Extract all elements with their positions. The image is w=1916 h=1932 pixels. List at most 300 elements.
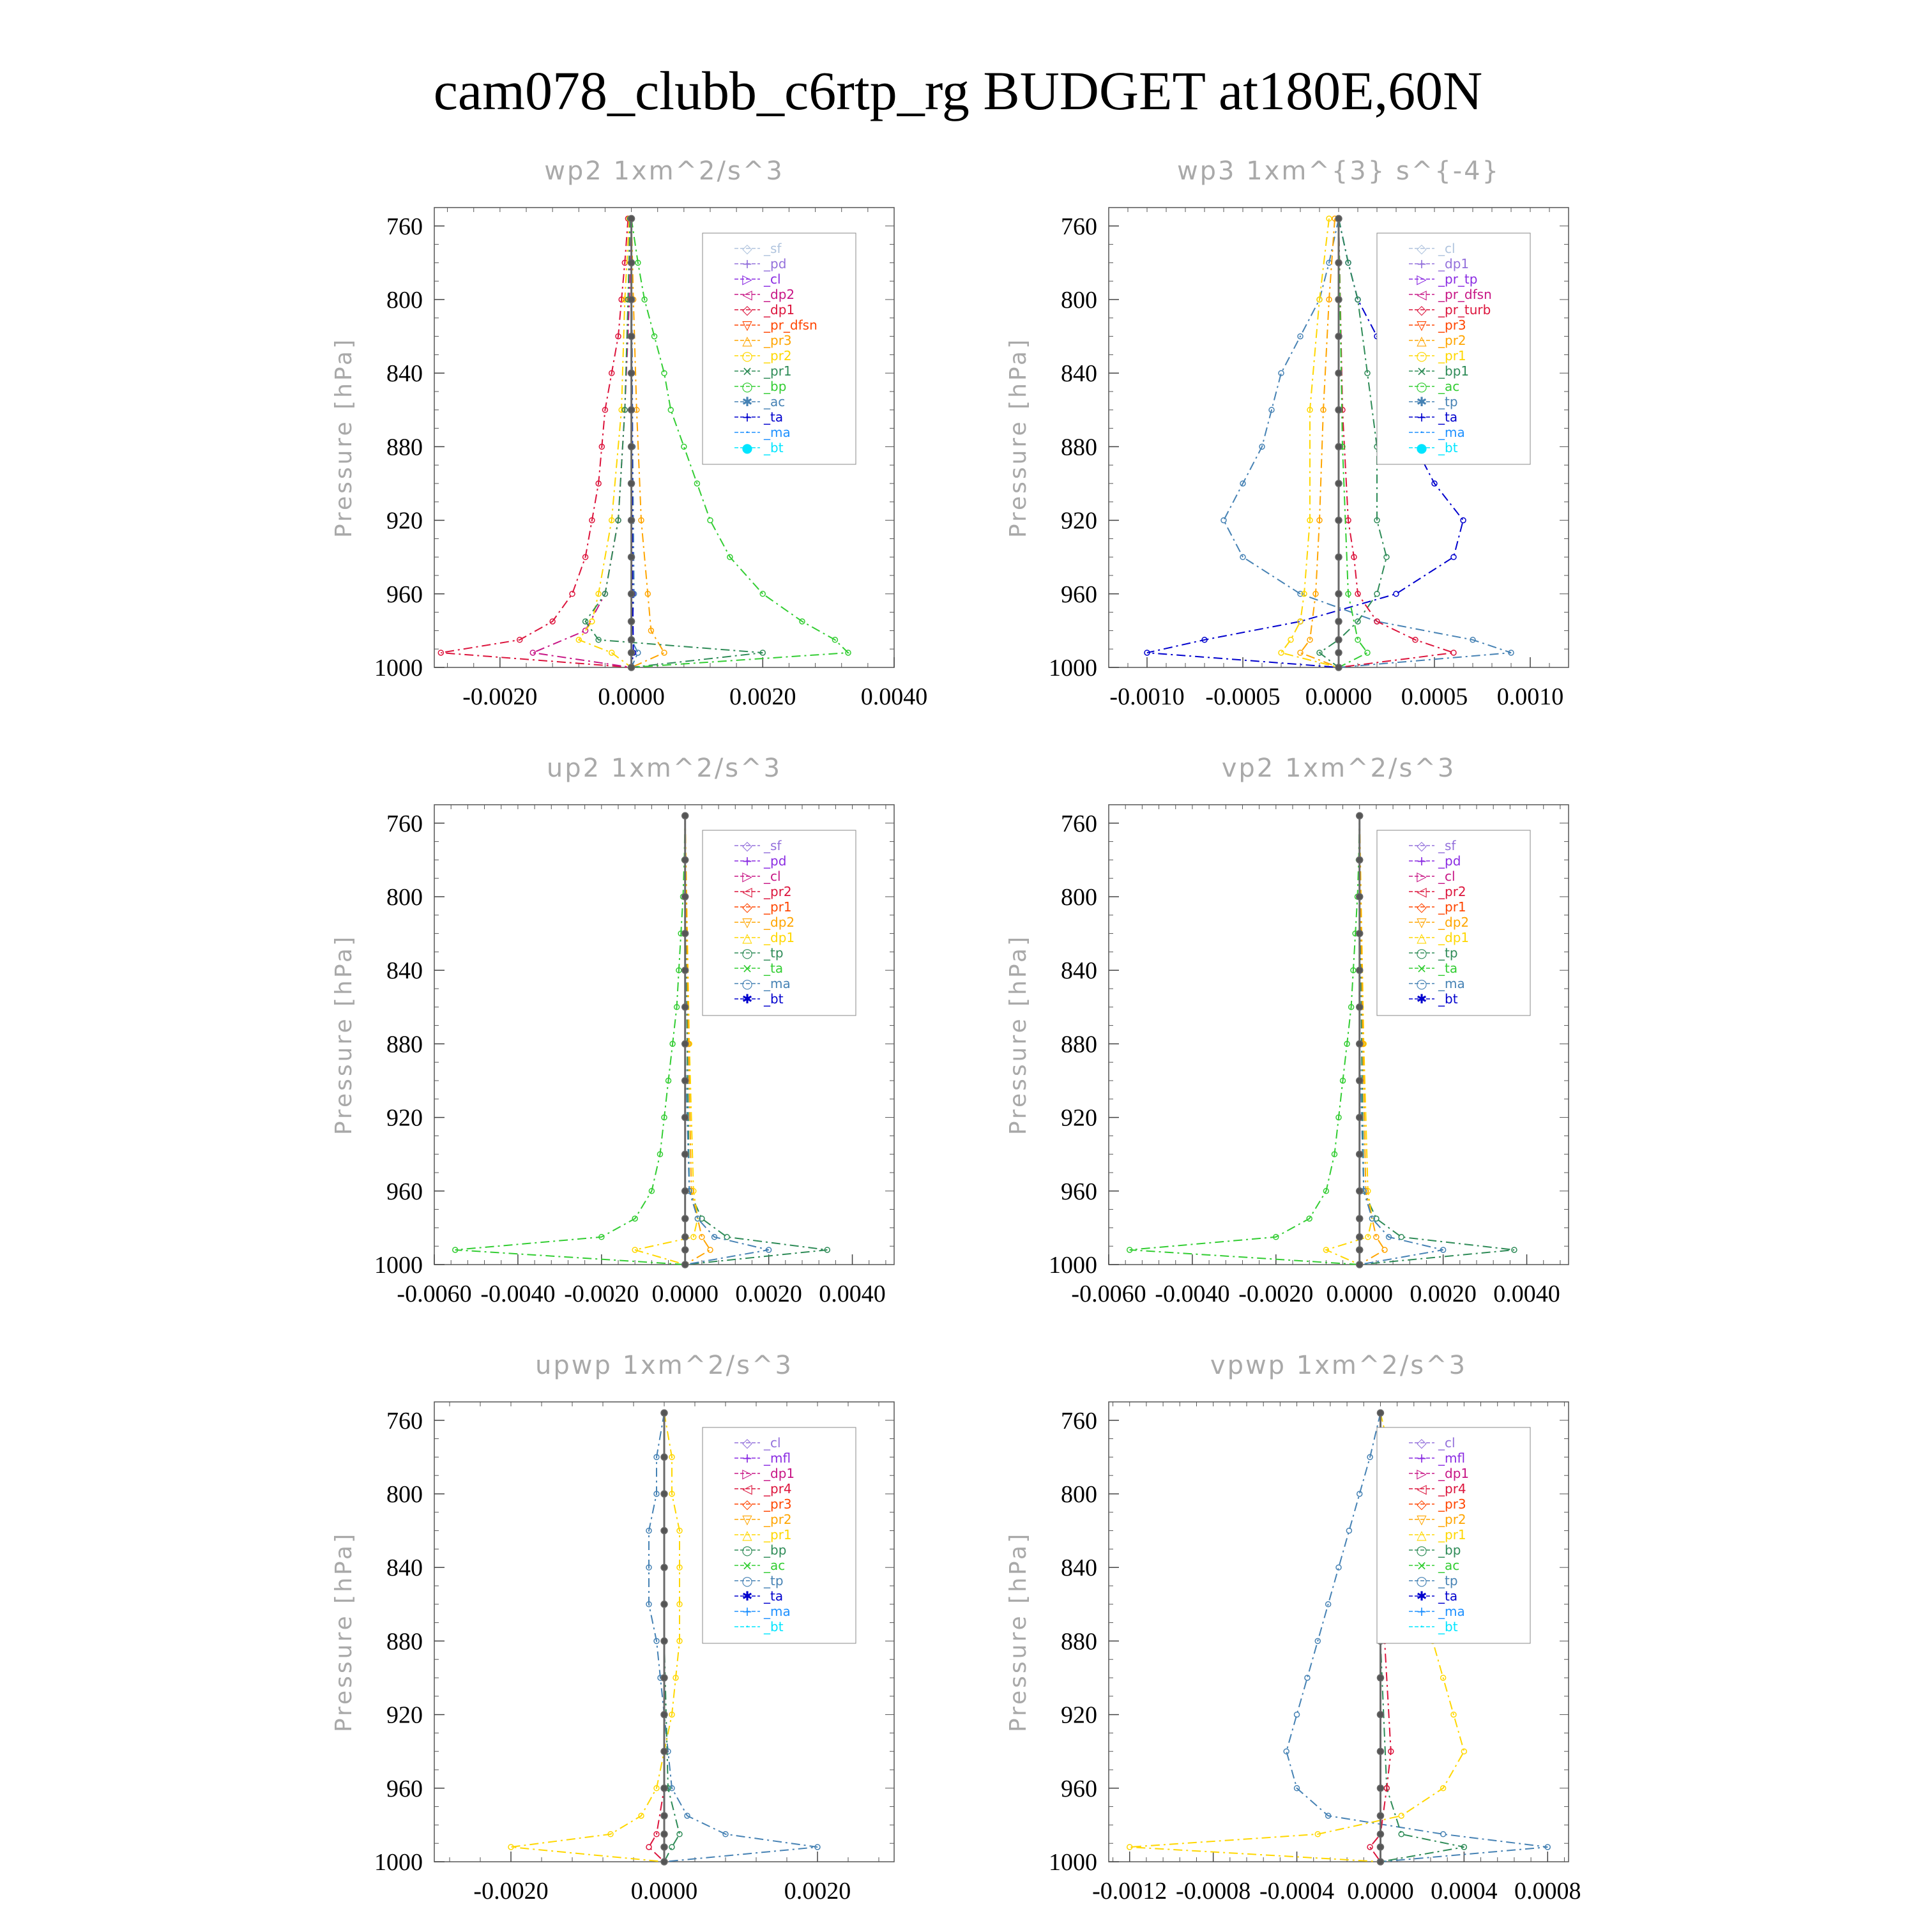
- legend-label: _ac: [1438, 1558, 1460, 1573]
- legend-label: _bp: [1438, 1542, 1461, 1558]
- legend-label: _ac: [764, 394, 786, 409]
- legend-marker-icon: ○: [1416, 1542, 1427, 1558]
- data-point: [661, 1675, 667, 1681]
- legend-label: _dp1: [1438, 256, 1470, 271]
- legend-label: _cl: [764, 1435, 781, 1450]
- data-point: [661, 1601, 667, 1608]
- legend-marker-icon: ·: [745, 1619, 750, 1634]
- x-tick-label: 0.0000: [651, 1281, 718, 1307]
- legend-label: _tp: [764, 945, 784, 961]
- legend-label: _bt: [1438, 440, 1458, 455]
- legend-label: _pr2: [764, 884, 792, 899]
- legend-label: _ta: [764, 409, 784, 425]
- y-tick-label: 920: [386, 1701, 423, 1729]
- legend-marker-icon: ◇: [742, 899, 752, 915]
- legend-marker-icon: ◇: [1417, 302, 1427, 317]
- x-tick-label: 0.0020: [784, 1878, 851, 1905]
- data-point: [628, 333, 635, 340]
- legend-marker-icon: +: [741, 256, 753, 271]
- legend-label: _bt: [764, 440, 784, 455]
- data-point: [1288, 637, 1293, 643]
- panel-up2: [319, 754, 894, 1335]
- data-point: [1335, 517, 1342, 524]
- legend-label: _pr1: [1438, 1527, 1466, 1542]
- data-point: [1335, 664, 1342, 671]
- legend-marker-icon: ▷: [742, 869, 752, 884]
- series-line-dp2: [533, 218, 631, 667]
- data-point: [760, 591, 765, 597]
- x-tick-label: -0.0040: [1155, 1281, 1230, 1307]
- data-point: [1335, 637, 1342, 643]
- legend-marker-icon: ✱: [741, 394, 753, 409]
- legend-label: _pr2: [1438, 1512, 1466, 1527]
- panel-title-wp2: wp2 1xm^2/s^3: [544, 156, 784, 186]
- data-point: [1367, 1845, 1372, 1850]
- panel-title-upwp: upwp 1xm^2/s^3: [535, 1351, 793, 1380]
- series-line-pr4: [649, 1413, 664, 1862]
- legend-marker-icon: △: [1417, 930, 1427, 945]
- legend-label: _pr1: [764, 363, 792, 379]
- plot-vp2: [994, 754, 1569, 1316]
- data-point: [724, 1235, 729, 1240]
- legend-label: _pr3: [1438, 317, 1466, 333]
- legend-marker-icon: ◁: [1417, 884, 1427, 899]
- legend-marker-icon: ●: [741, 440, 753, 455]
- legend-marker-icon: ◁: [1417, 1481, 1427, 1496]
- y-tick-label: 760: [1061, 810, 1097, 837]
- legend-label: _dp1: [1438, 1466, 1470, 1481]
- data-point: [1357, 1151, 1363, 1157]
- data-point: [661, 1785, 667, 1791]
- legend-label: _bt: [1438, 991, 1458, 1007]
- y-axis-title: Pressure [hPa]: [1005, 337, 1031, 538]
- x-tick-label: 0.0000: [1347, 1878, 1414, 1905]
- data-point: [661, 1454, 667, 1460]
- legend-marker-icon: ○: [741, 976, 753, 991]
- x-tick-label: -0.0004: [1259, 1878, 1335, 1905]
- data-point: [1357, 1188, 1363, 1194]
- data-point: [1382, 1247, 1387, 1252]
- y-tick-label: 800: [386, 1481, 423, 1508]
- y-tick-label: 1000: [374, 655, 423, 681]
- data-point: [682, 931, 688, 937]
- data-point: [628, 480, 635, 487]
- data-point: [628, 650, 635, 656]
- legend-label: _pr_tp: [1438, 271, 1478, 287]
- y-tick-label: 880: [386, 1628, 423, 1655]
- legend-marker-icon: ◇: [742, 302, 752, 317]
- y-tick-label: 760: [386, 810, 423, 837]
- data-point: [661, 1859, 667, 1865]
- x-tick-label: -0.0060: [1071, 1281, 1146, 1307]
- y-axis-title: Pressure [hPa]: [331, 1531, 357, 1733]
- plot-vpwp: [994, 1351, 1581, 1913]
- data-point: [628, 407, 635, 413]
- legend-label: _cl: [764, 271, 781, 287]
- legend-marker-icon: ◁: [742, 287, 752, 302]
- y-tick-label: 760: [1061, 1407, 1097, 1434]
- y-tick-label: 880: [1061, 1628, 1097, 1655]
- legend-label: _bt: [764, 991, 784, 1007]
- y-tick-label: 960: [386, 1178, 423, 1205]
- x-tick-label: -0.0020: [564, 1281, 639, 1307]
- y-tick-label: 800: [386, 884, 423, 911]
- data-point: [1357, 1040, 1363, 1047]
- y-tick-label: 840: [386, 1555, 423, 1582]
- legend-label: _dp1: [1438, 930, 1470, 945]
- data-point: [1357, 1234, 1363, 1240]
- x-tick-label: 0.0000: [598, 683, 665, 710]
- data-point: [1377, 1675, 1383, 1681]
- y-tick-label: 1000: [1049, 655, 1097, 681]
- data-point: [682, 1040, 688, 1047]
- legend-marker-icon: ▽: [742, 1512, 752, 1527]
- data-point: [1357, 856, 1363, 863]
- legend-label: _ma: [764, 425, 791, 440]
- legend-label: _pr3: [764, 333, 792, 348]
- data-point: [628, 259, 635, 266]
- legend-label: _pr2: [764, 348, 792, 363]
- data-point: [661, 1831, 667, 1837]
- legend-marker-icon: +: [1416, 853, 1427, 869]
- legend-marker-icon: ✱: [1416, 991, 1427, 1007]
- data-point: [646, 1845, 651, 1850]
- y-tick-label: 920: [1061, 507, 1097, 535]
- series-line-pr2: [579, 218, 631, 667]
- series-line-pr3: [632, 218, 664, 667]
- y-tick-label: 920: [1061, 1701, 1097, 1729]
- legend-marker-icon: ○: [741, 379, 753, 394]
- legend-label: _pd: [764, 853, 787, 869]
- y-tick-label: 1000: [1049, 1252, 1097, 1279]
- y-tick-label: 960: [1061, 1178, 1097, 1205]
- legend-marker-icon: ◇: [742, 241, 752, 256]
- data-point: [1346, 1528, 1351, 1533]
- legend-marker-icon: ◇: [1417, 241, 1427, 256]
- x-tick-label: 0.0020: [1410, 1281, 1477, 1307]
- data-point: [1377, 1859, 1383, 1865]
- legend-marker-icon: ▽: [1417, 1512, 1427, 1527]
- series-line-dp1: [1130, 816, 1360, 1265]
- legend-marker-icon: ·: [745, 425, 750, 440]
- data-point: [1335, 480, 1342, 487]
- legend-marker-icon: ◇: [1417, 1496, 1427, 1512]
- y-tick-label: 960: [386, 581, 423, 608]
- legend-marker-icon: △: [742, 1527, 752, 1542]
- data-point: [682, 1215, 688, 1222]
- legend-label: _pd: [1438, 853, 1461, 869]
- legend-marker-icon: +: [741, 853, 753, 869]
- data-point: [1298, 650, 1303, 655]
- data-point: [628, 554, 635, 560]
- data-point: [662, 650, 667, 655]
- x-tick-label: 0.0040: [819, 1281, 886, 1307]
- data-point: [1335, 650, 1342, 656]
- legend-marker-icon: △: [742, 930, 752, 945]
- legend-label: _pr2: [764, 1512, 792, 1527]
- legend-label: _sf: [764, 838, 782, 853]
- legend-label: _pr1: [1438, 899, 1466, 915]
- series-line-pr1: [1281, 218, 1339, 667]
- series-line-pr1: [511, 1413, 680, 1862]
- x-tick-label: 0.0005: [1401, 683, 1468, 710]
- y-tick-label: 920: [386, 1104, 423, 1132]
- data-point: [1394, 591, 1399, 597]
- data-point: [1295, 1712, 1300, 1717]
- y-tick-label: 1000: [1049, 1849, 1097, 1876]
- legend-label: _bt: [1438, 1619, 1458, 1634]
- legend-marker-icon: ◇: [1417, 1435, 1427, 1450]
- legend-marker-icon: ◇: [742, 1496, 752, 1512]
- plot-wp3: [994, 156, 1569, 719]
- legend-label: _pr_dfsn: [764, 317, 817, 333]
- legend-label: _bp1: [1438, 363, 1470, 379]
- legend-label: _ac: [764, 1558, 786, 1573]
- data-point: [1335, 407, 1342, 413]
- legend-label: _pr_dfsn: [1438, 287, 1492, 302]
- data-point: [628, 443, 635, 450]
- legend-marker-icon: ◇: [742, 838, 752, 853]
- data-point: [661, 1638, 667, 1644]
- legend-label: _ma: [1438, 425, 1465, 440]
- x-tick-label: 0.0020: [735, 1281, 802, 1307]
- y-tick-label: 840: [386, 360, 423, 388]
- legend-marker-icon: ▷: [742, 1466, 752, 1481]
- y-tick-label: 800: [1061, 287, 1097, 314]
- legend-marker-icon: +: [741, 1604, 753, 1619]
- data-point: [661, 1748, 667, 1754]
- panel-vpwp: [994, 1351, 1581, 1932]
- x-tick-label: 0.0004: [1431, 1878, 1498, 1905]
- legend-marker-icon: ▷: [1417, 869, 1427, 884]
- y-tick-label: 880: [386, 434, 423, 461]
- legend-marker-icon: △: [742, 333, 752, 348]
- legend-label: _pr1: [1438, 348, 1466, 363]
- legend-marker-icon: ✱: [741, 991, 753, 1007]
- data-point: [682, 1004, 688, 1010]
- data-point: [628, 296, 635, 303]
- legend-label: _sf: [764, 241, 782, 256]
- data-point: [1399, 1813, 1404, 1818]
- legend-label: _tp: [1438, 945, 1458, 961]
- y-tick-label: 800: [1061, 1481, 1097, 1508]
- x-tick-label: -0.0040: [480, 1281, 556, 1307]
- series-line-bp: [664, 1413, 680, 1862]
- data-point: [682, 967, 688, 973]
- data-point: [1357, 1114, 1363, 1121]
- data-point: [661, 1491, 667, 1497]
- x-tick-label: 0.0008: [1514, 1878, 1581, 1905]
- legend-label: _ta: [1438, 1588, 1458, 1604]
- x-tick-label: -0.0020: [1238, 1281, 1314, 1307]
- data-point: [1335, 554, 1342, 560]
- data-point: [1357, 812, 1363, 819]
- legend-marker-icon: △: [1417, 333, 1427, 348]
- legend-label: _dp2: [764, 915, 795, 930]
- panel-title-up2: up2 1xm^2/s^3: [546, 754, 782, 783]
- data-point: [1279, 650, 1284, 655]
- data-point: [628, 591, 635, 597]
- legend-label: _ma: [764, 1604, 791, 1619]
- legend-label: _bt: [764, 1619, 784, 1634]
- series-line-pr2: [1300, 218, 1339, 667]
- series-line-dp1: [441, 218, 631, 667]
- legend-label: _dp1: [764, 1466, 795, 1481]
- data-point: [1399, 1235, 1404, 1240]
- data-point: [628, 664, 635, 671]
- legend-label: _pr1: [764, 1527, 792, 1542]
- y-axis-title: Pressure [hPa]: [331, 337, 357, 538]
- x-tick-label: 0.0040: [860, 683, 928, 710]
- legend-marker-icon: ○: [741, 1542, 753, 1558]
- legend-label: _ta: [1438, 961, 1458, 976]
- data-point: [682, 812, 688, 819]
- data-point: [1221, 518, 1226, 523]
- legend-label: _ta: [1438, 409, 1458, 425]
- legend-label: _pr3: [764, 1496, 792, 1512]
- legend-marker-icon: ×: [1416, 1558, 1427, 1573]
- y-tick-label: 760: [386, 213, 423, 240]
- data-point: [682, 1151, 688, 1157]
- data-point: [1357, 1004, 1363, 1010]
- legend-label: _pr4: [1438, 1481, 1466, 1496]
- panel-upwp: [319, 1351, 894, 1932]
- legend-marker-icon: +: [1416, 409, 1427, 425]
- data-point: [661, 1564, 667, 1571]
- data-point: [669, 1845, 674, 1850]
- data-point: [1357, 894, 1363, 900]
- data-point: [1377, 1748, 1383, 1754]
- legend-marker-icon: △: [1417, 1527, 1427, 1542]
- legend-marker-icon: ▽: [742, 915, 752, 930]
- legend-label: _ma: [764, 976, 791, 991]
- data-point: [682, 1188, 688, 1194]
- legend-label: _cl: [1438, 1435, 1456, 1450]
- legend-marker-icon: ▽: [742, 317, 752, 333]
- data-point: [1377, 1831, 1383, 1837]
- x-tick-label: 0.0000: [1305, 683, 1372, 710]
- legend-marker-icon: ○: [1416, 1573, 1427, 1588]
- legend-label: _cl: [1438, 241, 1456, 256]
- plot-upwp: [319, 1351, 894, 1913]
- y-tick-label: 800: [1061, 884, 1097, 911]
- legend-label: _dp2: [1438, 915, 1470, 930]
- y-axis-title: Pressure [hPa]: [1005, 1531, 1031, 1733]
- x-tick-label: -0.0020: [473, 1878, 549, 1905]
- data-point: [628, 517, 635, 524]
- data-point: [682, 856, 688, 863]
- legend-marker-icon: ×: [741, 363, 753, 379]
- legend-label: _ma: [1438, 1604, 1465, 1619]
- legend-marker-icon: ○: [741, 348, 753, 363]
- y-tick-label: 840: [1061, 957, 1097, 985]
- legend-label: _pr_turb: [1438, 302, 1491, 317]
- data-point: [1335, 215, 1342, 222]
- data-point: [628, 215, 635, 222]
- legend-marker-icon: ▽: [1417, 915, 1427, 930]
- legend-marker-icon: ·: [1419, 1619, 1424, 1634]
- x-tick-label: 0.0040: [1493, 1281, 1560, 1307]
- legend-marker-icon: ×: [741, 1558, 753, 1573]
- main-title: cam078_clubb_c6rtp_rg BUDGET at180E,60N: [433, 60, 1483, 121]
- legend-label: _dp1: [764, 930, 795, 945]
- data-point: [1374, 591, 1380, 597]
- data-point: [661, 1528, 667, 1534]
- legend-label: _sf: [1438, 838, 1456, 853]
- data-point: [708, 1247, 713, 1252]
- legend-label: _mfl: [1438, 1450, 1466, 1466]
- legend-label: _pr4: [764, 1481, 792, 1496]
- x-tick-label: -0.0010: [1109, 683, 1185, 710]
- x-tick-label: -0.0020: [462, 683, 538, 710]
- y-tick-label: 800: [386, 287, 423, 314]
- data-point: [628, 618, 635, 625]
- legend-marker-icon: ◁: [742, 884, 752, 899]
- plot-up2: [319, 754, 894, 1316]
- legend-marker-icon: ◇: [1417, 899, 1427, 915]
- data-point: [1377, 1844, 1383, 1850]
- legend-marker-icon: ✱: [1416, 394, 1427, 409]
- x-tick-label: 0.0000: [630, 1878, 698, 1905]
- legend-label: _pr1: [764, 899, 792, 915]
- legend-label: _pr3: [1438, 1496, 1466, 1512]
- legend-marker-icon: ○: [741, 1573, 753, 1588]
- legend-label: _ta: [764, 961, 784, 976]
- x-tick-label: -0.0008: [1176, 1878, 1251, 1905]
- y-tick-label: 880: [1061, 434, 1097, 461]
- series-line-dp1: [455, 816, 685, 1265]
- y-tick-label: 920: [1061, 1104, 1097, 1132]
- y-axis-title: Pressure [hPa]: [331, 934, 357, 1136]
- legend-marker-icon: ·: [1419, 425, 1424, 440]
- panel-title-vp2: vp2 1xm^2/s^3: [1221, 754, 1456, 783]
- legend-marker-icon: +: [1416, 256, 1427, 271]
- legend-label: _tp: [1438, 394, 1458, 409]
- y-axis-title: Pressure [hPa]: [1005, 934, 1031, 1136]
- y-tick-label: 1000: [374, 1849, 423, 1876]
- x-tick-label: 0.0020: [729, 683, 796, 710]
- data-point: [1335, 333, 1342, 340]
- data-point: [1377, 1813, 1383, 1819]
- legend-label: _cl: [1438, 869, 1456, 884]
- data-point: [628, 637, 635, 643]
- data-point: [628, 370, 635, 376]
- panel-wp2: [319, 156, 928, 738]
- data-point: [661, 1813, 667, 1819]
- x-tick-label: -0.0060: [397, 1281, 472, 1307]
- data-point: [1365, 650, 1370, 655]
- legend-marker-icon: ○: [741, 945, 753, 961]
- x-tick-label: 0.0000: [1326, 1281, 1393, 1307]
- legend-label: _pd: [764, 256, 787, 271]
- legend-label: _mfl: [764, 1450, 791, 1466]
- legend-label: _ac: [1438, 379, 1460, 394]
- data-point: [1335, 443, 1342, 450]
- legend-marker-icon: ◇: [1417, 838, 1427, 853]
- data-point: [1451, 554, 1456, 559]
- data-point: [1335, 296, 1342, 303]
- panel-title-vpwp: vpwp 1xm^2/s^3: [1210, 1351, 1468, 1380]
- legend-label: _cl: [764, 869, 781, 884]
- legend-marker-icon: ×: [741, 961, 753, 976]
- series-line-ac: [1339, 218, 1367, 667]
- y-tick-label: 760: [386, 1407, 423, 1434]
- data-point: [661, 1844, 667, 1850]
- x-tick-label: -0.0012: [1092, 1878, 1167, 1905]
- legend-marker-icon: ✱: [741, 1588, 753, 1604]
- y-tick-label: 960: [1061, 581, 1097, 608]
- data-point: [682, 1077, 688, 1084]
